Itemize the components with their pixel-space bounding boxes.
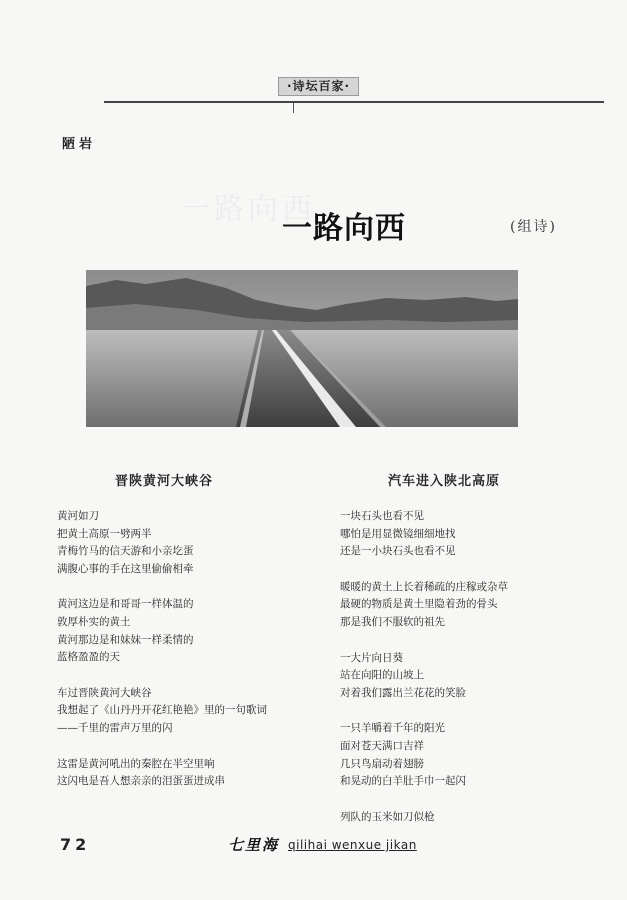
magazine-logo: 七里海 [228,836,280,854]
poem-set-subtitle: (组诗) [510,219,557,235]
poem-title-2: 汽车进入陕北高原 [388,474,501,489]
poem-line: 这雷是黄河吼出的秦腔在半空里响 [57,757,215,770]
poem-line: 黄河那边是和妹妹一样柔情的 [57,633,194,646]
poem-line: 青梅竹马的信天游和小亲圪蛋 [57,545,194,558]
stanza [57,508,307,578]
poem-line: ——千里的雷声万里的闪 [57,721,173,734]
poem-line: 那是我们不服软的祖先 [340,615,445,628]
poem-line: 一只羊嚼着千年的阳光 [340,722,445,735]
poem-line: 蓝格盈盈的天 [57,651,120,664]
poem-line: 几只鸟扇动着翅膀 [340,757,424,770]
poem-line: 满腹心事的手在这里偷偷相牵 [57,562,194,575]
poem-line: 站在向阳的山坡上 [340,669,424,682]
poem-line: 一块石头也看不见 [340,510,424,522]
poem-line: 敦厚朴实的黄土 [57,615,131,628]
poem-line: 这闪电是吾人想亲亲的泪蛋蛋迸成串 [57,775,225,788]
stanza [340,809,600,827]
poem-line: 黄河这边是和哥哥一样体温的 [57,598,194,611]
poem-set-title: 一路向西 [282,211,406,246]
poem-line: 我想起了《山丹丹开花红艳艳》里的一句歌词 [57,704,267,717]
page-number: 72 [60,835,91,854]
stanza [340,508,600,561]
poem-line: 面对苍天满口吉祥 [340,739,424,752]
header-rule [104,101,604,103]
stanza [57,685,307,738]
poem-body-2 [340,508,600,844]
column-label: ·诗坛百家· [278,77,359,96]
stanza [57,756,307,791]
stanza [340,650,600,703]
magazine-pinyin: qilihai wenxue jikan [288,838,417,852]
stanza [340,579,600,632]
stanza [57,596,307,666]
poem-line: 最硬的物质是黄土里隐着劲的骨头 [340,598,498,611]
poem-line: 对着我们露出兰花花的笑脸 [340,686,466,699]
poem-line: 黄河如刀 [57,510,99,522]
poem-line: 把黄土高原一劈两半 [57,527,152,540]
poem-body-1 [57,508,307,809]
poem-line: 还是一小块石头也看不见 [340,545,456,558]
desert-highway-photo [86,270,518,427]
stanza [340,720,600,790]
author-name: 陋岩 [62,137,97,152]
poem-line: 和晃动的白羊肚手巾一起闪 [340,775,466,788]
poem-line: 一大片向日葵 [340,651,403,664]
poem-line: 暖暖的黄土上长着稀疏的庄稼或杂草 [340,580,508,593]
poem-line: 车过晋陕黄河大峡谷 [57,686,152,699]
poem-title-1: 晋陕黄河大峡谷 [115,474,214,489]
header-rule-tick [293,103,294,113]
poem-line: 哪怕是用显微镜细细地找 [340,527,456,540]
poem-line: 列队的玉米如刀似枪 [340,810,435,823]
background-watermark-title: 一路向西 [180,192,316,227]
